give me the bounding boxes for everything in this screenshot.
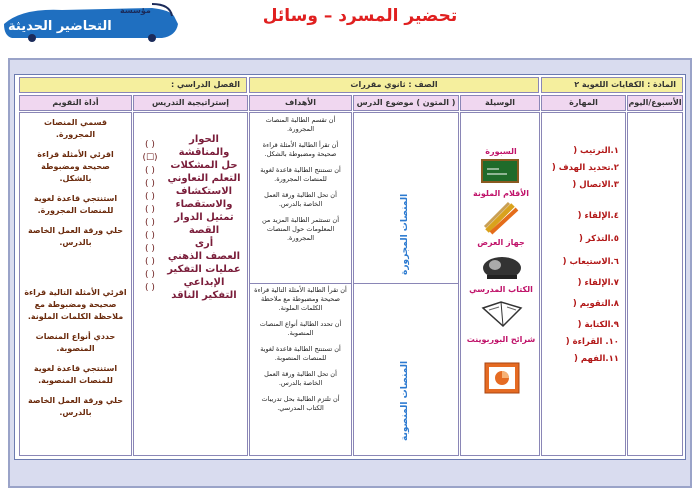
topic-divider — [354, 283, 458, 284]
assessment-first-block — [24, 117, 127, 283]
checkbox[interactable]: ( ) — [145, 283, 155, 293]
strategy-item: التعلم التعاوني — [167, 173, 241, 184]
media-label: السبورة — [485, 147, 517, 156]
goal-item: أن تحدد الطالبة أنواع المنصات المنصوبة. — [259, 320, 342, 337]
topic-second: المنصات المنصوبة — [400, 360, 410, 441]
goals-divider — [250, 283, 351, 284]
col-skill: المهارة — [541, 95, 626, 111]
book-icon — [481, 298, 523, 328]
strategy-item: تمثيل الدوار — [174, 212, 234, 223]
assessment-item: حلي ورقة العمل الخاصة بالدرس. — [27, 226, 123, 247]
checkbox[interactable]: ( ) — [145, 166, 155, 176]
lesson-table — [14, 74, 686, 460]
strategy-item: والمناقشة — [178, 147, 230, 158]
topic-column — [353, 112, 459, 456]
skill-item: ٩.الكتابة ( — [577, 320, 619, 330]
assessment-item: استنتجي قاعدة لغوية للمنصات المجرورة. — [33, 194, 118, 215]
goal-item: أن تحل الطالبة ورقة العمل الخاصة بالدرس. — [264, 191, 337, 208]
assessment-second-block — [24, 283, 127, 419]
skill-item: ٤.الإلقاء ( — [577, 211, 619, 221]
subject-header: المادة : الكفايات اللغوية ٢ — [541, 77, 683, 93]
media-label: شرائح البوربوينت — [466, 335, 536, 344]
goal-item: أن تقرأ الطالبة الأمثلة التالية قراءة صحيحة ومضبوطة مع ملاحظة الكلمات الملونة. — [254, 286, 347, 312]
checkbox[interactable]: ( ) — [145, 270, 155, 280]
assessment-item: حلي ورقة العمل الخاصة بالدرس. — [27, 396, 123, 417]
skill-item: ٣.الاتصال ( — [572, 180, 619, 190]
col-goals: الأهداف — [249, 95, 352, 111]
strategy-checkboxes — [138, 139, 162, 295]
assessment-column — [19, 112, 132, 456]
checkbox[interactable]: (☐) — [142, 153, 158, 163]
brand-main-text: التحاضير الحديثة — [8, 19, 112, 34]
strategy-item: الحوار — [189, 134, 219, 145]
goal-item: أن تلتزم الطالبة بحل تدريبات الكتاب المدرسي. — [261, 395, 340, 412]
skill-item: ١٠. القراءة ( — [565, 337, 619, 347]
week-column — [627, 112, 683, 456]
goal-item: أن تقسم الطالبة المنصات المجرورة. — [265, 116, 336, 133]
topic-first: المنصات المجرورة — [400, 193, 410, 275]
media-label: جهاز العرض — [477, 238, 525, 247]
goals-second-block — [254, 280, 347, 413]
assessment-item: حددي أنواع المنصات المنصوبة. — [35, 332, 116, 353]
powerpoint-icon — [483, 361, 521, 395]
colored-pens-icon — [483, 201, 519, 235]
page-title: تحضير المسرد – وسائل — [262, 6, 458, 26]
brand-logo — [2, 2, 182, 42]
grade-header: الصف : ثانوي مقررات — [249, 77, 539, 93]
assessment-item: اقرئي الأمثلة قراءة صحيحة ومضبوطة بالشكل. — [37, 150, 114, 183]
strategy-item: العصف الذهني — [167, 251, 241, 262]
goal-item: أن تقرأ الطالبة الأمثلة قراءة صحيحة ومضبوطة بالشكل. — [262, 141, 339, 158]
checkbox[interactable]: ( ) — [145, 179, 155, 189]
skill-item: ٢.تحديد الهدف ( — [551, 163, 619, 173]
assessment-item: اقرئي الأمثلة التالية قراءة صحيحة ومضبوطة مع ملاحظة الكلمات الملونة. — [24, 288, 127, 321]
col-media: الوسيلة — [460, 95, 540, 111]
assessment-item: استنتجي قاعدة لغوية للمنصات المنصوبة. — [33, 364, 118, 385]
skills-column — [541, 112, 626, 456]
strategy-item: الاستكشاف — [175, 186, 233, 197]
strategy-item: القصة — [188, 225, 220, 236]
assessment-item: قسمي المنصات المجرورة. — [44, 118, 107, 139]
media-column — [460, 112, 540, 456]
strategy-item: عمليات التفكير — [167, 264, 241, 275]
checkbox[interactable]: ( ) — [145, 205, 155, 215]
col-strategy: إستراتيجية التدريس — [133, 95, 248, 111]
goal-item: أن تحل الطالبة ورقة العمل الخاصة بالدرس. — [264, 370, 337, 387]
semester-header: الفصل الدراسي : — [19, 77, 247, 93]
strategy-item: أرى — [194, 238, 214, 249]
checkbox[interactable]: ( ) — [145, 231, 155, 241]
checkbox[interactable]: ( ) — [145, 244, 155, 254]
col-week: الأسبوع/اليوم — [627, 95, 683, 111]
strategy-item: حل المشكلات — [170, 160, 238, 171]
checkbox[interactable]: ( ) — [145, 192, 155, 202]
strategy-column — [133, 112, 248, 456]
blackboard-icon — [481, 159, 519, 185]
goal-item: أن تستثمر الطالبة المزيد من المعلومات حول المنصات المجرورة. — [261, 216, 340, 242]
checkbox[interactable]: ( ) — [145, 140, 155, 150]
strategy-item: الإبداعي — [183, 277, 225, 288]
checkbox[interactable]: ( ) — [145, 218, 155, 228]
goals-first-block — [254, 116, 347, 280]
media-label: الأقلام الملونة — [473, 189, 529, 198]
strategy-item: والاستقصاء — [175, 199, 233, 210]
projector-icon — [481, 251, 523, 281]
strategy-list — [162, 133, 246, 302]
goals-column — [249, 112, 352, 456]
skill-item: ١.الترتيب ( — [573, 146, 619, 156]
checkbox[interactable]: ( ) — [145, 257, 155, 267]
media-label: الكتاب المدرسي — [469, 285, 533, 294]
goal-item: أن تستنتج الطالبة قاعدة لغوية للمنصات المجرورة. — [260, 166, 341, 183]
strategy-item: التفكير الناقد — [171, 290, 237, 301]
col-assessment: أداة التقويم — [19, 95, 132, 111]
skill-item: ٥.التذكر ( — [579, 234, 619, 244]
skill-item: ١١.الفهم ( — [574, 354, 619, 364]
col-topic: ( المتون ) موضوع الدرس — [353, 95, 459, 111]
skill-item: ٧.الإلقاء ( — [577, 278, 619, 288]
brand-small-text: مؤسسة — [120, 6, 151, 15]
goal-item: أن تستنتج الطالبة قاعدة لغوية للمنصات المنصوبة. — [260, 345, 341, 362]
skill-item: ٦.الاستيعاب ( — [562, 257, 619, 267]
skill-item: ٨.التقويم ( — [572, 299, 619, 309]
